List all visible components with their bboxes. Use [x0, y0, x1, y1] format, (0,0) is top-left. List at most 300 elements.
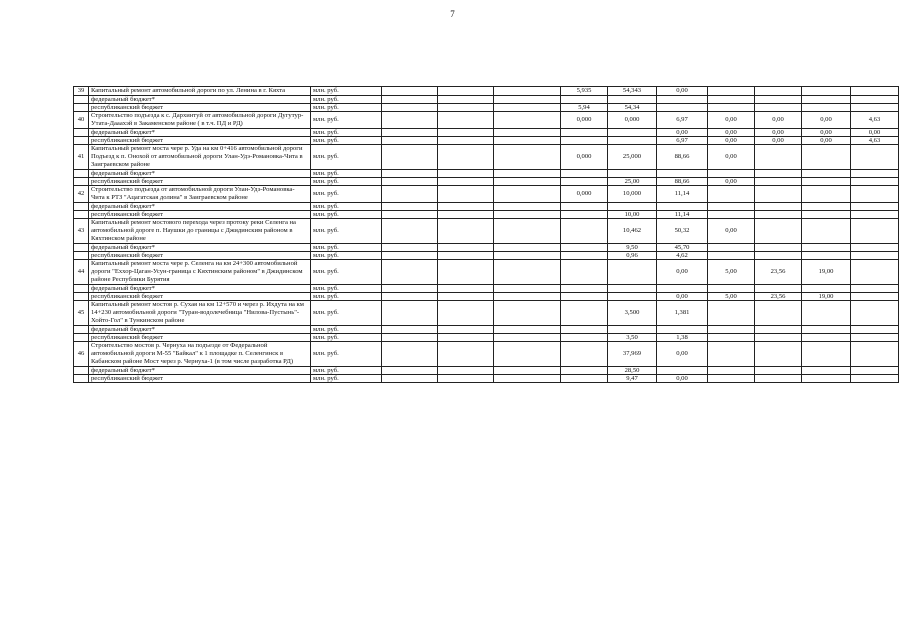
value-cell: [438, 219, 494, 244]
value-cell: 0,000: [561, 186, 608, 203]
value-cell: [851, 293, 899, 301]
row-number: [74, 104, 89, 112]
value-cell: [851, 334, 899, 342]
value-cell: [608, 170, 657, 178]
row-unit: млн. руб.: [311, 87, 382, 96]
value-cell: 19,00: [802, 293, 851, 301]
row-unit: млн. руб.: [311, 170, 382, 178]
value-cell: 37,969: [608, 342, 657, 367]
value-cell: [561, 211, 608, 219]
value-cell: 54,34: [608, 104, 657, 112]
table-row: [74, 342, 899, 367]
value-cell: [851, 104, 899, 112]
value-cell: [438, 104, 494, 112]
value-cell: [438, 96, 494, 104]
value-cell: [494, 211, 561, 219]
value-cell: 0,00: [657, 342, 708, 367]
value-cell: [438, 170, 494, 178]
value-cell: [755, 244, 802, 252]
value-cell: [382, 137, 438, 145]
table-row: [74, 112, 899, 129]
value-cell: 10,462: [608, 219, 657, 244]
value-cell: [802, 145, 851, 170]
row-unit: млн. руб.: [311, 129, 382, 137]
value-cell: 50,32: [657, 219, 708, 244]
row-unit: млн. руб.: [311, 96, 382, 104]
row-number: [74, 252, 89, 260]
value-cell: [561, 342, 608, 367]
row-unit: млн. руб.: [311, 375, 382, 383]
value-cell: [382, 334, 438, 342]
row-number: [74, 285, 89, 293]
value-cell: 0,00: [657, 375, 708, 383]
value-cell: [494, 244, 561, 252]
row-name: Капитальный ремонт мостового перехода через протоку реки Селенга на автомобильной дороге п. Наушки до границы с Джидинским районом в Кяхтинском районе: [89, 219, 311, 244]
value-cell: [438, 293, 494, 301]
row-name: Капитальный ремонт моста чере р. Селенга на км 24+300 автомобильной дороги "Еххор-Цаган-Усун-граница с Кяхтинским районом" в Джидинском районе Республики Бурятия: [89, 260, 311, 285]
value-cell: [382, 87, 438, 96]
value-cell: [494, 367, 561, 375]
value-cell: [708, 170, 755, 178]
value-cell: [851, 244, 899, 252]
value-cell: [438, 244, 494, 252]
value-cell: [494, 326, 561, 334]
value-cell: 3,50: [608, 334, 657, 342]
value-cell: [494, 375, 561, 383]
row-unit: млн. руб.: [311, 326, 382, 334]
value-cell: [802, 301, 851, 326]
value-cell: [802, 367, 851, 375]
row-unit: млн. руб.: [311, 219, 382, 244]
value-cell: [708, 186, 755, 203]
value-cell: [755, 334, 802, 342]
value-cell: [802, 252, 851, 260]
value-cell: [755, 203, 802, 211]
table-body: [74, 87, 899, 383]
row-number: [74, 293, 89, 301]
value-cell: [851, 326, 899, 334]
value-cell: 0,00: [755, 129, 802, 137]
value-cell: 11,14: [657, 186, 708, 203]
value-cell: 45,70: [657, 244, 708, 252]
value-cell: [382, 178, 438, 186]
budget-table: [73, 86, 899, 383]
value-cell: 0,00: [802, 129, 851, 137]
row-unit: млн. руб.: [311, 104, 382, 112]
value-cell: [438, 285, 494, 293]
value-cell: [708, 375, 755, 383]
value-cell: 3,500: [608, 301, 657, 326]
value-cell: [438, 367, 494, 375]
row-name: федеральный бюджет*: [89, 129, 311, 137]
table-subrow: [74, 203, 899, 211]
table-subrow: [74, 96, 899, 104]
value-cell: [494, 170, 561, 178]
table-subrow: [74, 252, 899, 260]
row-name: федеральный бюджет*: [89, 285, 311, 293]
value-cell: [438, 375, 494, 383]
row-number: [74, 203, 89, 211]
row-name: Строительство подъезда к с. Дархинтуй от автомобильной дороги Дугутур-Утата-Дааахэй в Закаменском районе ( в т.ч. ПД и РД): [89, 112, 311, 129]
row-number: [74, 96, 89, 104]
value-cell: 0,000: [561, 112, 608, 129]
value-cell: [802, 96, 851, 104]
value-cell: [438, 326, 494, 334]
row-unit: млн. руб.: [311, 244, 382, 252]
row-unit: млн. руб.: [311, 211, 382, 219]
value-cell: 0,00: [755, 137, 802, 145]
value-cell: 0,00: [755, 112, 802, 129]
value-cell: [708, 334, 755, 342]
value-cell: [382, 244, 438, 252]
value-cell: [802, 375, 851, 383]
row-number: 40: [74, 112, 89, 129]
value-cell: 25,00: [608, 178, 657, 186]
value-cell: [851, 375, 899, 383]
value-cell: [494, 219, 561, 244]
value-cell: [561, 137, 608, 145]
value-cell: [561, 170, 608, 178]
value-cell: [802, 178, 851, 186]
value-cell: [438, 137, 494, 145]
row-name: республиканский бюджет: [89, 293, 311, 301]
table-row: [74, 301, 899, 326]
value-cell: 23,56: [755, 293, 802, 301]
value-cell: 0,00: [708, 129, 755, 137]
value-cell: [438, 342, 494, 367]
row-name: Капитальный ремонт мостов р. Сухая на км 12+570 и через р. Ихдута на км 14+230 автомобильной дороги "Туран-водолечебница "Нилова-Пустынь"-Хойто-Гол" в Тункинском районе: [89, 301, 311, 326]
row-unit: млн. руб.: [311, 285, 382, 293]
value-cell: 1,38: [657, 334, 708, 342]
value-cell: [802, 244, 851, 252]
value-cell: [851, 170, 899, 178]
value-cell: [851, 301, 899, 326]
value-cell: [851, 219, 899, 244]
value-cell: [494, 178, 561, 186]
value-cell: [494, 260, 561, 285]
value-cell: [802, 211, 851, 219]
table-subrow: [74, 334, 899, 342]
row-number: 45: [74, 301, 89, 326]
value-cell: [657, 170, 708, 178]
value-cell: [561, 285, 608, 293]
value-cell: [657, 367, 708, 375]
value-cell: [438, 129, 494, 137]
value-cell: [561, 260, 608, 285]
value-cell: [802, 334, 851, 342]
value-cell: 0,00: [708, 219, 755, 244]
value-cell: [755, 186, 802, 203]
value-cell: [802, 326, 851, 334]
value-cell: [382, 342, 438, 367]
value-cell: 11,14: [657, 211, 708, 219]
value-cell: [438, 112, 494, 129]
value-cell: [755, 342, 802, 367]
table-subrow: [74, 293, 899, 301]
table-subrow: [74, 375, 899, 383]
value-cell: [494, 112, 561, 129]
row-name: федеральный бюджет*: [89, 326, 311, 334]
row-name: федеральный бюджет*: [89, 96, 311, 104]
value-cell: [851, 203, 899, 211]
table-subrow: [74, 137, 899, 145]
value-cell: [382, 170, 438, 178]
value-cell: [561, 375, 608, 383]
value-cell: [382, 211, 438, 219]
value-cell: 88,66: [657, 178, 708, 186]
value-cell: [708, 285, 755, 293]
row-number: 39: [74, 87, 89, 96]
table-subrow: [74, 178, 899, 186]
value-cell: [438, 145, 494, 170]
value-cell: [708, 301, 755, 326]
value-cell: [755, 104, 802, 112]
row-unit: млн. руб.: [311, 178, 382, 186]
row-number: 42: [74, 186, 89, 203]
value-cell: 6,97: [657, 137, 708, 145]
value-cell: [494, 285, 561, 293]
row-unit: млн. руб.: [311, 260, 382, 285]
row-number: [74, 326, 89, 334]
value-cell: [561, 219, 608, 244]
value-cell: [382, 326, 438, 334]
value-cell: [755, 96, 802, 104]
value-cell: [708, 252, 755, 260]
value-cell: [851, 186, 899, 203]
value-cell: [494, 342, 561, 367]
value-cell: [802, 87, 851, 96]
table-row: [74, 260, 899, 285]
value-cell: 25,000: [608, 145, 657, 170]
value-cell: 19,00: [802, 260, 851, 285]
value-cell: [382, 252, 438, 260]
row-unit: млн. руб.: [311, 186, 382, 203]
row-number: [74, 211, 89, 219]
value-cell: [561, 96, 608, 104]
value-cell: 0,00: [657, 87, 708, 96]
value-cell: [851, 342, 899, 367]
value-cell: [494, 252, 561, 260]
row-unit: млн. руб.: [311, 145, 382, 170]
value-cell: [755, 145, 802, 170]
value-cell: [494, 96, 561, 104]
table-row: [74, 219, 899, 244]
row-number: [74, 129, 89, 137]
value-cell: [802, 203, 851, 211]
value-cell: [561, 367, 608, 375]
value-cell: [382, 186, 438, 203]
value-cell: [708, 342, 755, 367]
value-cell: [494, 301, 561, 326]
value-cell: 0,96: [608, 252, 657, 260]
row-name: федеральный бюджет*: [89, 170, 311, 178]
value-cell: 0,00: [657, 293, 708, 301]
value-cell: 1,381: [657, 301, 708, 326]
table-subrow: [74, 170, 899, 178]
row-name: Капитальный ремонт автомобильной дороги по ул. Ленина в г. Кяхта: [89, 87, 311, 96]
value-cell: [755, 326, 802, 334]
value-cell: [382, 293, 438, 301]
value-cell: [382, 375, 438, 383]
value-cell: [851, 211, 899, 219]
row-name: федеральный бюджет*: [89, 367, 311, 375]
value-cell: [561, 301, 608, 326]
row-name: республиканский бюджет: [89, 178, 311, 186]
value-cell: [708, 203, 755, 211]
value-cell: 0,00: [802, 112, 851, 129]
value-cell: [382, 301, 438, 326]
value-cell: [382, 260, 438, 285]
table-row: [74, 145, 899, 170]
row-name: федеральный бюджет*: [89, 203, 311, 211]
row-number: [74, 367, 89, 375]
value-cell: 0,00: [657, 129, 708, 137]
row-name: республиканский бюджет: [89, 104, 311, 112]
table-subrow: [74, 129, 899, 137]
value-cell: [851, 285, 899, 293]
value-cell: [382, 112, 438, 129]
table-subrow: [74, 326, 899, 334]
value-cell: [438, 260, 494, 285]
value-cell: [382, 129, 438, 137]
value-cell: [708, 367, 755, 375]
row-number: 41: [74, 145, 89, 170]
value-cell: [708, 211, 755, 219]
row-number: 43: [74, 219, 89, 244]
value-cell: [851, 367, 899, 375]
value-cell: [494, 293, 561, 301]
value-cell: [657, 326, 708, 334]
value-cell: [561, 178, 608, 186]
value-cell: [851, 96, 899, 104]
value-cell: [561, 334, 608, 342]
value-cell: [561, 203, 608, 211]
row-unit: млн. руб.: [311, 367, 382, 375]
value-cell: [382, 285, 438, 293]
value-cell: [494, 145, 561, 170]
value-cell: [561, 326, 608, 334]
value-cell: [657, 104, 708, 112]
value-cell: 0,00: [708, 137, 755, 145]
value-cell: [561, 244, 608, 252]
value-cell: [382, 203, 438, 211]
value-cell: [608, 137, 657, 145]
value-cell: 9,50: [608, 244, 657, 252]
value-cell: [608, 129, 657, 137]
value-cell: 0,000: [561, 145, 608, 170]
value-cell: [755, 87, 802, 96]
value-cell: [802, 342, 851, 367]
value-cell: 10,000: [608, 186, 657, 203]
table-row: [74, 87, 899, 96]
table-subrow: [74, 244, 899, 252]
value-cell: [851, 145, 899, 170]
value-cell: [382, 219, 438, 244]
value-cell: [802, 186, 851, 203]
value-cell: [851, 178, 899, 186]
value-cell: [802, 104, 851, 112]
row-unit: млн. руб.: [311, 112, 382, 129]
value-cell: [608, 293, 657, 301]
value-cell: [802, 170, 851, 178]
table-row: [74, 186, 899, 203]
row-number: [74, 170, 89, 178]
value-cell: 6,97: [657, 112, 708, 129]
value-cell: 0,00: [708, 112, 755, 129]
row-name: Строительство мостов р. Чернуха на подъезде от Федеральной автомобильной дороги М-55 "Байкал" к 1 площадке п. Селенгинск в Кабанском районе Мост через р. Чернуха-1 (в том числе разработка РД): [89, 342, 311, 367]
value-cell: [494, 334, 561, 342]
value-cell: [802, 285, 851, 293]
value-cell: 23,56: [755, 260, 802, 285]
row-name: республиканский бюджет: [89, 137, 311, 145]
row-unit: млн. руб.: [311, 137, 382, 145]
value-cell: 10,00: [608, 211, 657, 219]
value-cell: [438, 87, 494, 96]
value-cell: [494, 87, 561, 96]
value-cell: 4,63: [851, 112, 899, 129]
value-cell: [438, 186, 494, 203]
value-cell: [382, 367, 438, 375]
value-cell: [494, 104, 561, 112]
value-cell: [755, 252, 802, 260]
value-cell: [494, 186, 561, 203]
value-cell: [382, 104, 438, 112]
value-cell: [494, 203, 561, 211]
value-cell: [657, 96, 708, 104]
value-cell: [438, 252, 494, 260]
row-name: республиканский бюджет: [89, 334, 311, 342]
value-cell: 0,00: [657, 260, 708, 285]
row-number: 44: [74, 260, 89, 285]
value-cell: 9,47: [608, 375, 657, 383]
row-unit: млн. руб.: [311, 293, 382, 301]
row-name: Капитальный ремонт моста чере р. Уда на км 0+416 автомобильной дороги Подъезд к п. Онохой от автомобильной дороги Улан-Удэ-Романовка-Чита в Заиграевском районе: [89, 145, 311, 170]
row-name: республиканский бюджет: [89, 211, 311, 219]
value-cell: [657, 285, 708, 293]
row-name: республиканский бюджет: [89, 252, 311, 260]
row-name: Строительство подъезда от автомобильной дороги Улан-Удэ-Романовка-Чита к РТЗ "Ацагатская долина" в Заиграевском районе: [89, 186, 311, 203]
value-cell: [494, 129, 561, 137]
value-cell: [708, 96, 755, 104]
row-number: [74, 244, 89, 252]
value-cell: [608, 203, 657, 211]
row-name: республиканский бюджет: [89, 375, 311, 383]
value-cell: [755, 375, 802, 383]
row-number: [74, 375, 89, 383]
value-cell: 4,63: [851, 137, 899, 145]
value-cell: [708, 244, 755, 252]
row-number: [74, 334, 89, 342]
row-unit: млн. руб.: [311, 252, 382, 260]
value-cell: [851, 252, 899, 260]
value-cell: 0,00: [851, 129, 899, 137]
value-cell: 5,00: [708, 260, 755, 285]
value-cell: [608, 260, 657, 285]
table-subrow: [74, 285, 899, 293]
value-cell: [851, 260, 899, 285]
value-cell: [494, 137, 561, 145]
value-cell: [657, 203, 708, 211]
value-cell: 5,935: [561, 87, 608, 96]
value-cell: [438, 334, 494, 342]
value-cell: 0,000: [608, 112, 657, 129]
value-cell: [561, 129, 608, 137]
value-cell: [802, 219, 851, 244]
page-number: 7: [450, 9, 455, 19]
value-cell: [438, 211, 494, 219]
row-number: [74, 137, 89, 145]
table-subrow: [74, 367, 899, 375]
